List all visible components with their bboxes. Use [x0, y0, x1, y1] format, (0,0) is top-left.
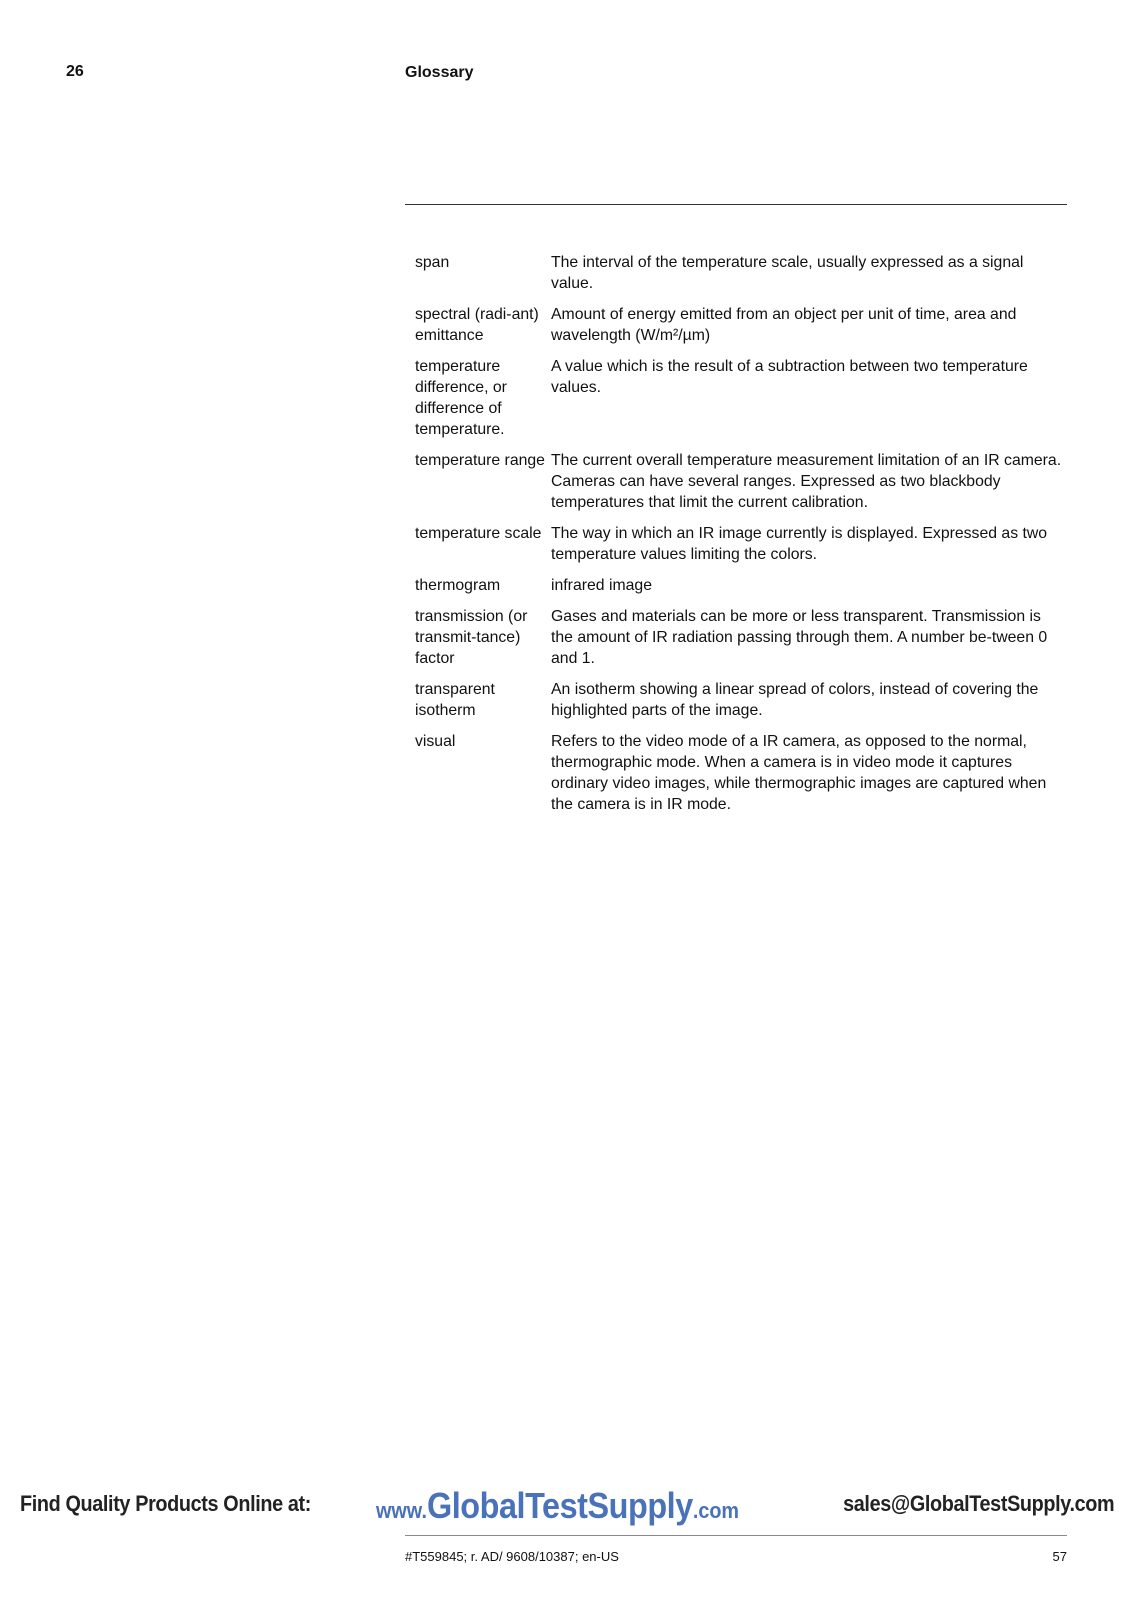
glossary-term: temperature difference, or difference of temperature.	[415, 358, 507, 438]
glossary-definition: Refers to the video mode of a IR camera, as opposed to the normal, thermographic mode. When a camera is in video mode it captures ordinary video images, while thermographic images are captured when the camera is in IR mode.	[551, 733, 1047, 813]
glossary-row	[415, 575, 1065, 606]
glossary-row	[415, 679, 1065, 731]
glossary-term: temperature scale	[415, 525, 542, 542]
glossary-row	[415, 304, 1065, 356]
glossary-term: temperature range	[415, 452, 545, 469]
glossary-definition: The way in which an IR image currently is displayed. Expressed as two temperature values limiting the colors.	[551, 525, 1048, 563]
glossary-term: transparent isotherm	[415, 681, 495, 719]
glossary-term: visual	[415, 733, 456, 750]
glossary-definition: An isotherm showing a linear spread of colors, instead of covering the highlighted parts of the image.	[551, 681, 1039, 719]
glossary-definition: A value which is the result of a subtraction between two temperature values.	[551, 358, 1028, 396]
footer-rule	[405, 1535, 1067, 1536]
glossary-row	[415, 356, 1065, 450]
ad-url-main: GlobalTestSupply	[426, 1485, 693, 1526]
glossary-definition: The interval of the temperature scale, usually expressed as a signal value.	[551, 254, 1024, 292]
ad-website-link[interactable]	[376, 1485, 739, 1527]
glossary-term: span	[415, 254, 450, 271]
ad-url-suffix: .com	[692, 1498, 740, 1523]
footer-page-number: 57	[1052, 1549, 1067, 1564]
glossary-definition: infrared image	[551, 577, 652, 594]
section-title: Glossary	[405, 64, 474, 81]
glossary-definition: Amount of energy emitted from an object per unit of time, area and wavelength (W/m²/µm)	[551, 306, 1017, 344]
glossary-table	[415, 252, 1065, 825]
glossary-term: transmission (or transmit-tance) factor	[415, 608, 528, 667]
glossary-row	[415, 450, 1065, 523]
glossary-term: spectral (radi-ant) emittance	[415, 306, 539, 344]
glossary-row	[415, 731, 1065, 825]
ad-tagline: Find Quality Products Online at:	[20, 1491, 312, 1516]
glossary-row	[415, 606, 1065, 679]
glossary-definition: The current overall temperature measurement limitation of an IR camera. Cameras can have several ranges. Expressed as two blackbody temperatures that limit the current calibration.	[551, 452, 1062, 511]
glossary-row	[415, 523, 1065, 575]
header-rule	[405, 204, 1067, 205]
glossary-row	[415, 252, 1065, 304]
document-id: #T559845; r. AD/ 9608/10387; en-US	[405, 1549, 619, 1564]
ad-url-prefix: www.	[376, 1498, 427, 1523]
footer-ad-banner	[0, 1485, 1132, 1525]
page-number: 26	[66, 63, 84, 80]
ad-email-link[interactable]: sales@GlobalTestSupply.com	[842, 1491, 1114, 1516]
glossary-definition: Gases and materials can be more or less transparent. Transmission is the amount of IR radiation passing through them. A number be-tween 0 and 1.	[551, 608, 1048, 667]
glossary-term: thermogram	[415, 577, 501, 594]
